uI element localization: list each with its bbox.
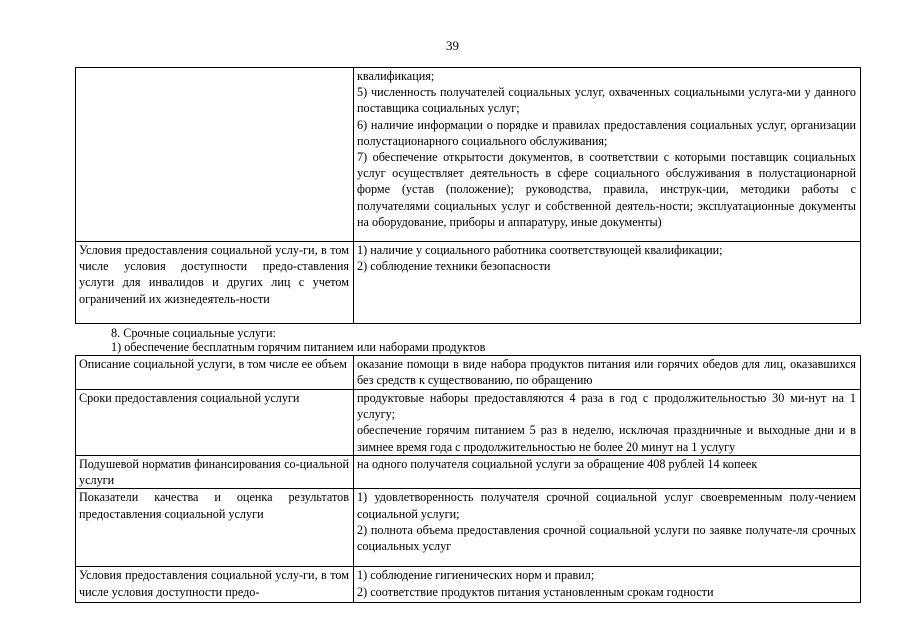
table-row [76, 390, 861, 456]
row-label-cell: Подушевой норматив финансирования со-циальной услуги [76, 456, 354, 489]
row-value-cell [354, 489, 861, 567]
row-value-cell [354, 456, 861, 489]
table-row [76, 68, 861, 242]
row-label-cell [76, 68, 354, 242]
table-row [76, 242, 861, 324]
paragraph: 5) численность получателей социальных услуг, охваченных социальными услуга-ми у данного поставщика социальных услуг; [357, 85, 856, 116]
row-value-cell [354, 390, 861, 456]
section-heading: 8. Срочные социальные услуги: [111, 326, 276, 340]
paragraph: 1) соблюдение гигиенических норм и правил; [357, 568, 595, 583]
paragraph: 2) полнота объема предоставления срочной социальной услуги по заявке получате-ля срочных социальных услуг [357, 522, 856, 554]
row-value-cell [354, 356, 861, 390]
row-value-cell [354, 242, 861, 324]
paragraph: 1) удовлетворенность получателя срочной социальной услуг своевременным полу-чением социальной услуги; [357, 490, 856, 521]
paragraph: 1) наличие у социального работника соответствующей квалификации; [357, 243, 723, 257]
paragraph: обеспечение горячим питанием 5 раз в неделю, исключая праздничные и выходные дни и в зимнее время года с продолжительностью не более 20 минут на 1 услугу [357, 423, 856, 454]
paragraph: 2) соответствие продуктов питания установленным срокам годности [357, 584, 714, 599]
paragraph: 6) наличие информации о порядке и правилах предоставления социальных услуг, организации полустационарного социального обслуживания; [357, 117, 856, 148]
page-number: 39 [446, 38, 459, 53]
services-table-continued [75, 67, 861, 324]
paragraph: 2) соблюдение техники безопасности [357, 259, 551, 274]
paragraph: квалификация; [357, 69, 435, 83]
row-value-cell [354, 567, 861, 603]
paragraph: оказание помощи в виде набора продуктов питания или горячих обедов для лиц, оказавшихся без средств к существованию, по обращению [357, 357, 856, 388]
row-label-cell: Условия предоставления социальной услу-ги, в том числе условия доступности предо-ставления услуги для инвалидов и других лиц с учетом ограничений их жизнедеятель-ности [76, 242, 354, 324]
paragraph: на одного получателя социальной услуги за обращение 408 рублей 14 копеек [357, 457, 758, 471]
table-row [76, 567, 861, 603]
row-label-cell: Показатели качества и оценка результатов предоставления социальной услуги [76, 489, 354, 567]
paragraph: продуктовые наборы предоставляются 4 раза в год с продолжительностью 30 ми-нут на 1 услугу; [357, 391, 856, 422]
row-label-cell: Описание социальной услуги, в том числе ее объем [76, 356, 354, 390]
row-label-cell: Условия предоставления социальной услу-ги, в том числе условия доступности предо- [76, 567, 354, 603]
table-row [76, 456, 861, 489]
subsection-heading: 1) обеспечение бесплатным горячим питанием или наборами продуктов [111, 340, 486, 354]
table-row [76, 489, 861, 567]
row-label-cell: Сроки предоставления социальной услуги [76, 390, 354, 456]
table-row [76, 356, 861, 390]
row-value-cell [354, 68, 861, 242]
paragraph: 7) обеспечение открытости документов, в соответствии с которыми поставщик социальных услуг осуществляет деятельность в сфере социального обслуживания в полустационарной форме (устав (положение); руководства, правила, инструк-ции, методики работы с получателями социальных услуг и собственной деятель-ности; эксплуатационные документы на оборудование, приборы и аппаратуру, иные документы) [357, 150, 856, 229]
urgent-services-table [75, 355, 861, 603]
